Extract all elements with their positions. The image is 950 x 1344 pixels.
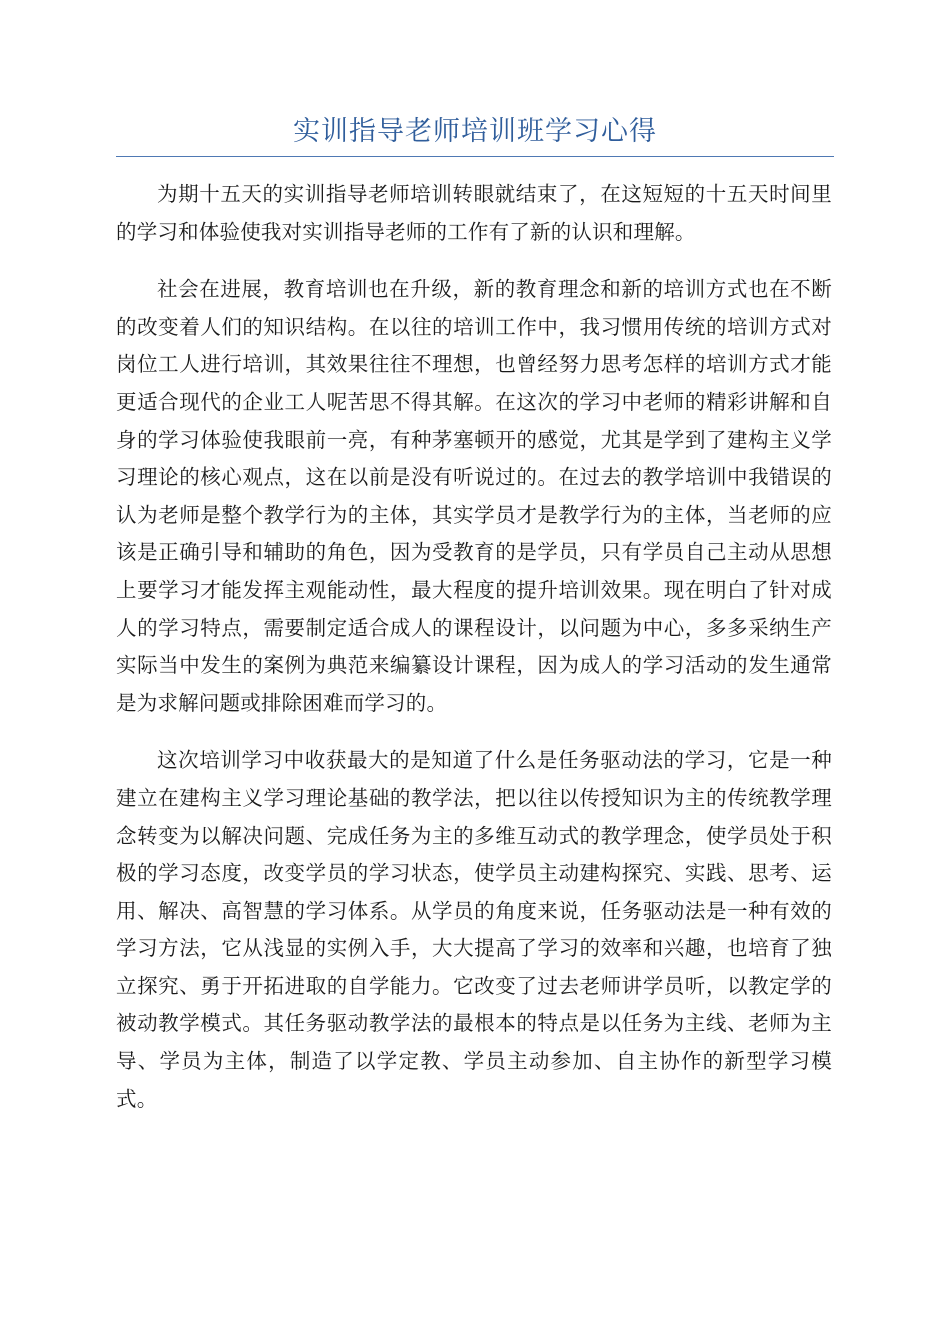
paragraph-1: 为期十五天的实训指导老师培训转眼就结束了，在这短短的十五天时间里的学习和体验使我对实训指导老师的工作有了新的认识和理解。 — [116, 182, 832, 244]
paragraph-2: 社会在进展，教育培训也在升级，新的教育理念和新的培训方式也在不断的改变着人们的知识结构。在以往的培训工作中，我习惯用传统的培训方式对岗位工人进行培训，其效果往往不理想，也曾经努力思考怎样的培训方式才能更适合现代的企业工人呢苦思不得其解。在这次的学习中老师的精彩讲解和自身的学习体验使我眼前一亮，有种茅塞顿开的感觉，尤其是学到了建构主义学习理论的核心观点，这在以前是没有听说过的。在过去的教学培训中我错误的认为老师是整个教学行为的主体，其实学员才是教学行为的主体，当老师的应该是正确引导和辅助的角色，因为受教育的是学员，只有学员自己主动从思想上要学习才能发挥主观能动性，最大程度的提升培训效果。现在明白了针对成人的学习特点，需要制定适合成人的课程设计，以问题为中心，多多采纳生产实际当中发生的案例为典范来编纂设计课程，因为成人的学习活动的发生通常是为求解问题或排除困难而学习的。 — [116, 277, 832, 715]
document-body — [116, 176, 832, 1138]
paragraph-3: 这次培训学习中收获最大的是知道了什么是任务驱动法的学习，它是一种建立在建构主义学习理论基础的教学法，把以往以传授知识为主的传统教学理念转变为以解决问题、完成任务为主的多维互动式的教学理念，使学员处于积极的学习态度，改变学员的学习状态，使学员主动建构探究、实践、思考、运用、解决、高智慧的学习体系。从学员的角度来说，任务驱动法是一种有效的学习方法，它从浅显的实例入手，大大提高了学习的效率和兴趣，也培育了独立探究、勇于开拓进取的自学能力。它改变了过去老师讲学员听，以教定学的被动教学模式。其任务驱动教学法的最根本的特点是以任务为主线、老师为主导、学员为主体，制造了以学定教、学员主动参加、自主协作的新型学习模式。 — [116, 748, 832, 1111]
title-block — [116, 112, 834, 157]
document-title: 实训指导老师培训班学习心得 — [293, 116, 657, 147]
